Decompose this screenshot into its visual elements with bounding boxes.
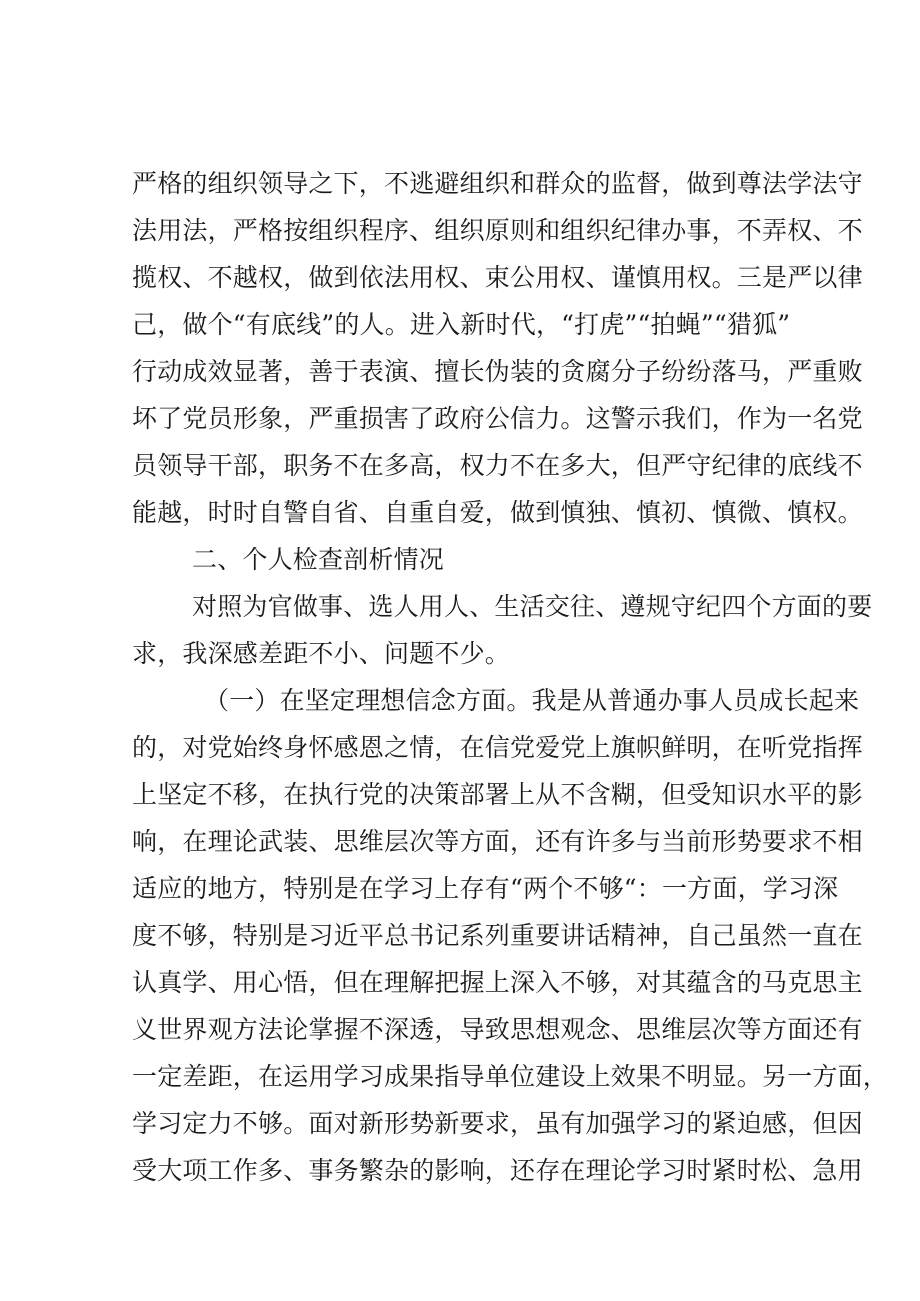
text-line: 对照为官做事、选人用人、生活交往、遵规守纪四个方面的要 [192, 592, 873, 621]
text-line: 坏了党员形象，严重损害了政府公信力。这警示我们，作为一名党 [132, 404, 863, 433]
text-line: 己，做个“有底线”的人。进入新时代，“打虎”“拍蝇”“猎狐” [132, 310, 791, 339]
text-line: 的，对党始终身怀感恩之情，在信党爱党上旗帜鲜明，在听党指挥 [132, 733, 863, 762]
text-line: 学习定力不够。面对新形势新要求，虽有加强学习的紧迫感，但因 [132, 1109, 863, 1138]
text-line: 一定差距，在运用学习成果指导单位建设上效果不明显。另一方面， [132, 1062, 889, 1091]
text-line: 求，我深感差距不小、问题不少。 [132, 639, 511, 668]
text-line: 行动成效显著，善于表演、擅长伪装的贪腐分子纷纷落马，严重败 [132, 357, 863, 386]
text-line: 揽权、不越权，做到依法用权、束公用权、谨慎用权。三是严以律 [132, 263, 863, 292]
text-line: 响，在理论武装、思维层次等方面，还有许多与当前形势要求不相 [132, 827, 863, 856]
text-line: 上坚定不移，在执行党的决策部署上从不含糊，但受知识水平的影 [132, 780, 863, 809]
text-line: 度不够，特别是习近平总书记系列重要讲话精神，自己虽然一直在 [132, 921, 863, 950]
text-line: 员领导干部，职务不在多高，权力不在多大，但严守纪律的底线不 [132, 451, 863, 480]
text-line: （一）在坚定理想信念方面。我是从普通办事人员成长起来 [204, 686, 860, 715]
text-line: 法用法，严格按组织程序、组织原则和组织纪律办事，不弄权、不 [132, 216, 863, 245]
text-line: 适应的地方，特别是在学习上存有“两个不够“：一方面，学习深 [132, 874, 839, 903]
text-line: 义世界观方法论掌握不深透，导致思想观念、思维层次等方面还有 [132, 1015, 863, 1044]
paragraph-comparison [132, 583, 873, 677]
text-line: 认真学、用心悟，但在理解把握上深入不够，对其蕴含的马克思主 [132, 968, 863, 997]
text-line: 能越，时时自警自省、自重自爱，做到慎独、慎初、慎微、慎权。 [132, 498, 863, 527]
text-line: 严格的组织领导之下，不逃避组织和群众的监督，做到尊法学法守 [132, 169, 863, 198]
text-line: 受大项工作多、事务繁杂的影响，还存在理论学习时紧时松、急用 [132, 1156, 863, 1185]
section-heading: 二、个人检查剖析情况 [192, 545, 445, 574]
paragraph-discipline [132, 160, 863, 536]
document-body [132, 160, 889, 1194]
paragraph-ideals-belief [132, 677, 889, 1194]
